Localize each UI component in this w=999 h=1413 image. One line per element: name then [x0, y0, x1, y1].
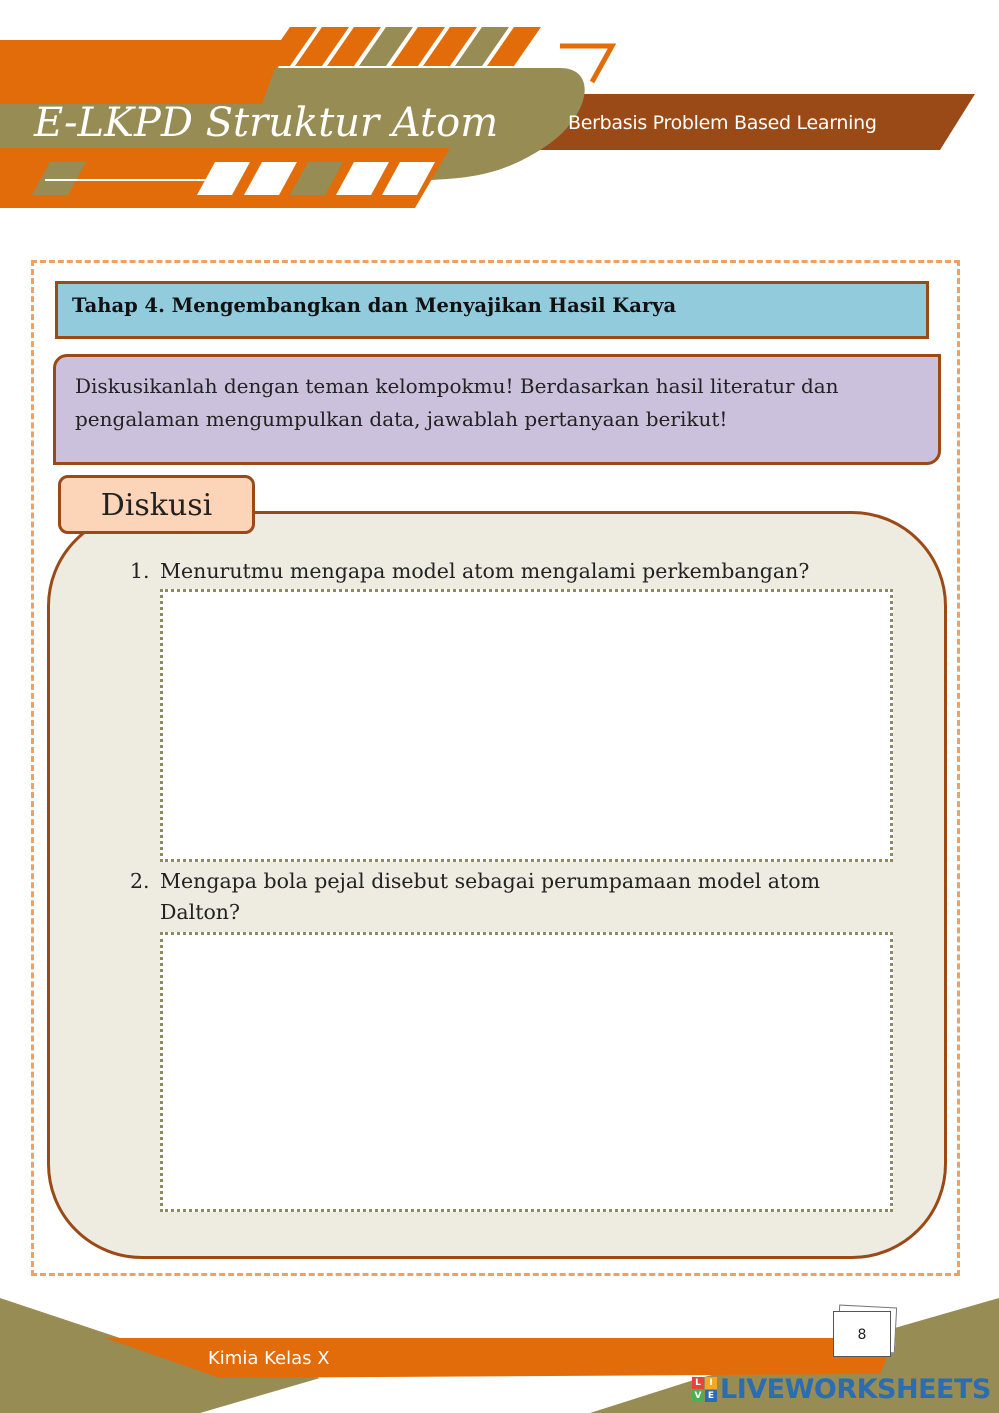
liveworksheets-logo[interactable]: [692, 1374, 991, 1405]
instruction-box: [53, 354, 941, 465]
logo-letter: I: [705, 1377, 717, 1389]
logo-letter: E: [705, 1390, 717, 1402]
question-number: 1.: [130, 559, 150, 583]
document-subtitle: Berbasis Problem Based Learning: [568, 112, 877, 134]
logo-text: LIVEWORKSHEETS: [720, 1374, 991, 1405]
logo-letter: L: [692, 1377, 704, 1389]
discussion-tab: [58, 475, 255, 534]
logo-grid-icon: [692, 1377, 717, 1402]
question-text: Menurutmu mengapa model atom mengalami perkembangan?: [160, 559, 810, 583]
stage-heading: Tahap 4. Mengembangkan dan Menyajikan Hasil Karya: [72, 294, 677, 317]
question-text: Mengapa bola pejal disebut sebagai perumpamaan model atom Dalton?: [160, 869, 821, 924]
page-number: 8: [833, 1311, 891, 1357]
footer-course: Kimia Kelas X: [208, 1348, 330, 1369]
answer-box-1[interactable]: [160, 589, 893, 862]
discussion-label: Diskusi: [100, 488, 213, 523]
instruction-text: Diskusikanlah dengan teman kelompokmu! Berdasarkan hasil literatur dan pengalaman mengumpulkan data, jawablah pertanyaan berikut!: [75, 374, 839, 431]
stage-heading-box: [55, 281, 929, 339]
logo-letter: V: [692, 1390, 704, 1402]
question-number: 2.: [130, 869, 150, 893]
answer-box-2[interactable]: [160, 932, 893, 1212]
document-title: E-LKPD Struktur Atom: [34, 100, 499, 146]
